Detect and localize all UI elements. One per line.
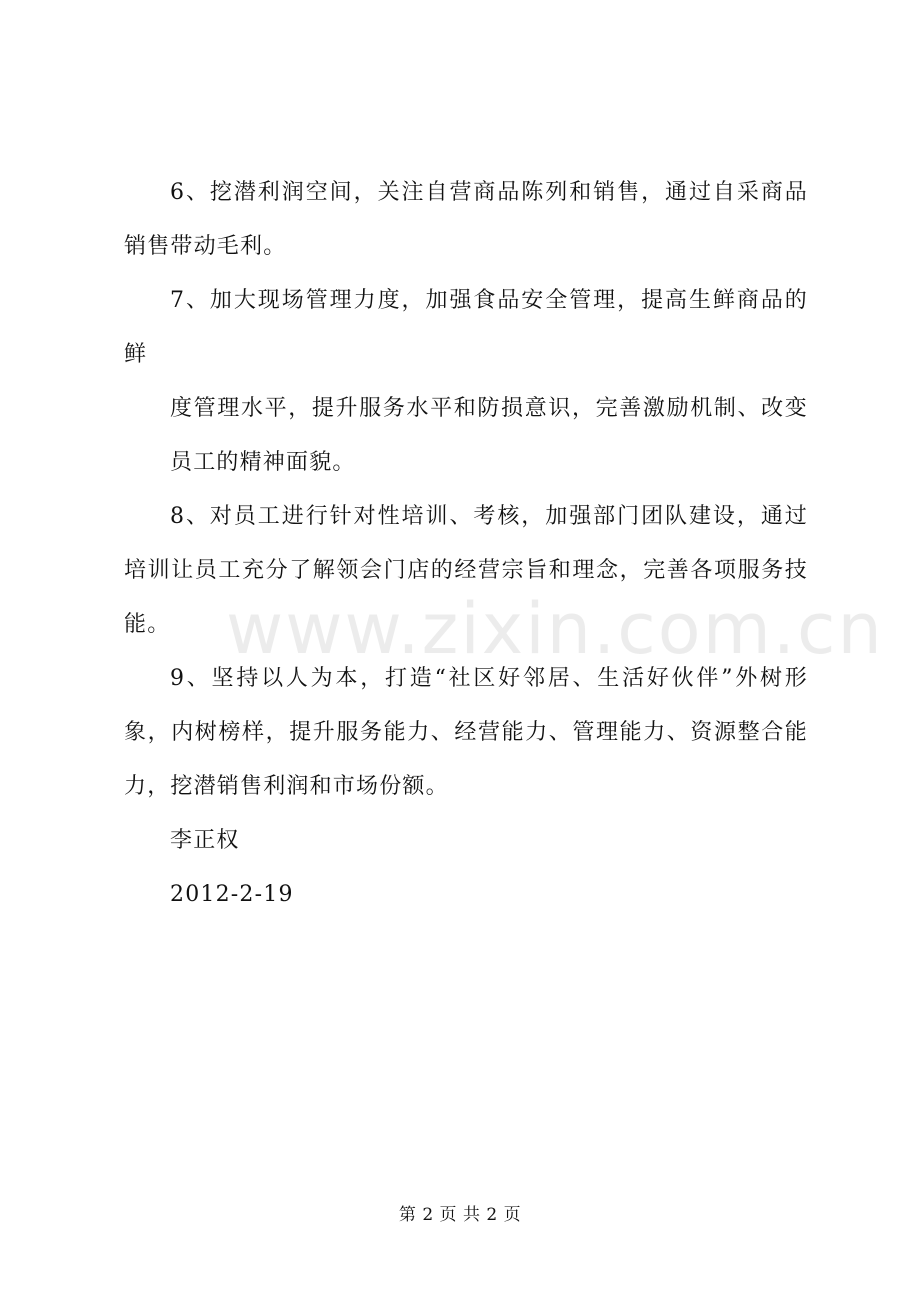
paragraph-9: 9、坚持以人为本，打造“社区好邻居、生活好伙伴”外树形象，内树榜样，提升服务能力、经营能力、管理能力、资源整合能力，挖潜销售利润和市场份额。 — [124, 666, 808, 799]
document-body — [124, 166, 808, 922]
signature-name: 李正权 — [170, 828, 240, 853]
paragraph-7-continued: 度管理水平，提升服务水平和防损意识，完善激励机制、改变员工的精神面貌。 — [170, 396, 808, 475]
signature-date: 2012-2-19 — [170, 882, 294, 907]
paragraph-7: 7、加大现场管理力度，加强食品安全管理，提高生鲜商品的鲜 — [124, 288, 808, 367]
paragraph-8: 8、对员工进行针对性培训、考核，加强部门团队建设，通过培训让员工充分了解领会门店的经营宗旨和理念，完善各项服务技能。 — [124, 504, 808, 637]
page-footer: 第 2 页 共 2 页 — [398, 1205, 522, 1225]
paragraph-6: 6、挖潜利润空间，关注自营商品陈列和销售，通过自采商品销售带动毛利。 — [124, 180, 808, 259]
watermark: www.zixin.com.cn — [226, 588, 884, 670]
